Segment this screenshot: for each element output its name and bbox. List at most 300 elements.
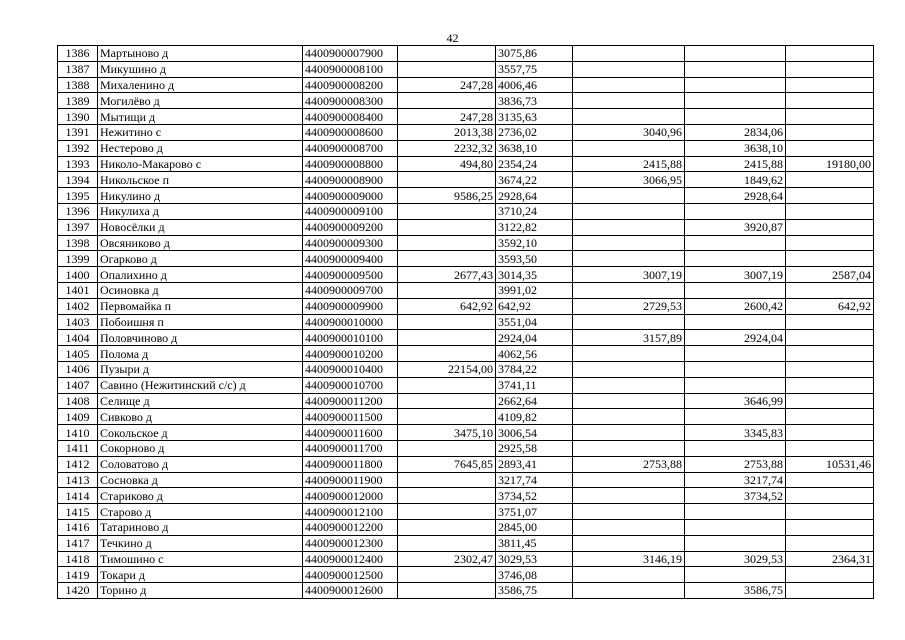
value-cell-1 — [398, 93, 496, 109]
settlement-code-cell: 4400900011500 — [303, 409, 398, 425]
value-cell-4 — [685, 409, 786, 425]
table-row — [58, 361, 874, 377]
settlement-name-cell: Соловатово д — [98, 456, 303, 472]
value-cell-3 — [573, 282, 685, 298]
value-cell-3 — [573, 93, 685, 109]
value-cell-2: 3557,75 — [496, 61, 573, 77]
value-cell-3 — [573, 472, 685, 488]
value-cell-5 — [786, 377, 874, 393]
value-cell-2: 642,92 — [496, 298, 573, 314]
settlement-code-cell: 4400900012300 — [303, 535, 398, 551]
value-cell-3 — [573, 203, 685, 219]
value-cell-4 — [685, 61, 786, 77]
value-cell-5: 10531,46 — [786, 456, 874, 472]
value-cell-2: 2354,24 — [496, 156, 573, 172]
settlement-name-cell: Полома д — [98, 346, 303, 362]
value-cell-3 — [573, 188, 685, 204]
value-cell-5 — [786, 330, 874, 346]
value-cell-5 — [786, 188, 874, 204]
value-cell-4 — [685, 504, 786, 520]
row-number-cell: 1413 — [58, 472, 98, 488]
value-cell-2: 3734,52 — [496, 488, 573, 504]
value-cell-3 — [573, 361, 685, 377]
table-row — [58, 124, 874, 140]
value-cell-3 — [573, 504, 685, 520]
row-number-cell: 1404 — [58, 330, 98, 346]
settlement-code-cell: 4400900012500 — [303, 567, 398, 583]
settlement-name-cell: Половчиново д — [98, 330, 303, 346]
table-row — [58, 535, 874, 551]
value-cell-3 — [573, 567, 685, 583]
settlement-code-cell: 4400900012600 — [303, 583, 398, 599]
settlement-code-cell: 4400900008400 — [303, 109, 398, 125]
value-cell-1: 642,92 — [398, 298, 496, 314]
value-cell-5 — [786, 124, 874, 140]
value-cell-5 — [786, 251, 874, 267]
value-cell-1 — [398, 330, 496, 346]
value-cell-5 — [786, 583, 874, 599]
value-cell-2: 2845,00 — [496, 519, 573, 535]
value-cell-1 — [398, 46, 496, 62]
value-cell-1 — [398, 235, 496, 251]
row-number-cell: 1418 — [58, 551, 98, 567]
row-number-cell: 1415 — [58, 504, 98, 520]
settlement-name-cell: Могилёво д — [98, 93, 303, 109]
value-cell-4 — [685, 46, 786, 62]
data-table — [57, 45, 874, 599]
settlement-name-cell: Побоишня п — [98, 314, 303, 330]
settlement-code-cell: 4400900011600 — [303, 425, 398, 441]
settlement-name-cell: Пузыри д — [98, 361, 303, 377]
value-cell-1 — [398, 472, 496, 488]
settlement-name-cell: Первомайка п — [98, 298, 303, 314]
value-cell-2: 3674,22 — [496, 172, 573, 188]
table-row — [58, 109, 874, 125]
table-body — [58, 46, 874, 599]
settlement-name-cell: Мытищи д — [98, 109, 303, 125]
value-cell-4 — [685, 109, 786, 125]
value-cell-3 — [573, 535, 685, 551]
table-row — [58, 330, 874, 346]
settlement-code-cell: 4400900009400 — [303, 251, 398, 267]
value-cell-5 — [786, 109, 874, 125]
settlement-code-cell: 4400900007900 — [303, 46, 398, 62]
value-cell-5 — [786, 203, 874, 219]
settlement-code-cell: 4400900012200 — [303, 519, 398, 535]
settlement-code-cell: 4400900011900 — [303, 472, 398, 488]
table-row — [58, 77, 874, 93]
page-number: 42 — [446, 31, 459, 45]
row-number-cell: 1395 — [58, 188, 98, 204]
row-number-cell: 1412 — [58, 456, 98, 472]
table-row — [58, 46, 874, 62]
settlement-code-cell: 4400900010400 — [303, 361, 398, 377]
value-cell-1: 2013,38 — [398, 124, 496, 140]
table-row — [58, 267, 874, 283]
table-row — [58, 346, 874, 362]
value-cell-2: 2893,41 — [496, 456, 573, 472]
settlement-code-cell: 4400900008200 — [303, 77, 398, 93]
value-cell-2: 3710,24 — [496, 203, 573, 219]
value-cell-5 — [786, 519, 874, 535]
settlement-code-cell: 4400900010000 — [303, 314, 398, 330]
value-cell-3 — [573, 140, 685, 156]
settlement-name-cell: Нежитино с — [98, 124, 303, 140]
value-cell-1: 494,80 — [398, 156, 496, 172]
value-cell-2: 3751,07 — [496, 504, 573, 520]
value-cell-5 — [786, 393, 874, 409]
value-cell-5 — [786, 535, 874, 551]
settlement-code-cell: 4400900011700 — [303, 440, 398, 456]
settlement-name-cell: Токари д — [98, 567, 303, 583]
settlement-code-cell: 4400900012000 — [303, 488, 398, 504]
row-number-cell: 1400 — [58, 267, 98, 283]
settlement-name-cell: Осиновка д — [98, 282, 303, 298]
value-cell-1 — [398, 440, 496, 456]
settlement-code-cell: 4400900009700 — [303, 282, 398, 298]
value-cell-1: 247,28 — [398, 109, 496, 125]
value-cell-5 — [786, 488, 874, 504]
value-cell-3 — [573, 251, 685, 267]
value-cell-4 — [685, 346, 786, 362]
value-cell-2: 3586,75 — [496, 583, 573, 599]
row-number-cell: 1405 — [58, 346, 98, 362]
row-number-cell: 1410 — [58, 425, 98, 441]
value-cell-3 — [573, 61, 685, 77]
value-cell-1 — [398, 219, 496, 235]
settlement-name-cell: Никулино д — [98, 188, 303, 204]
row-number-cell: 1408 — [58, 393, 98, 409]
value-cell-3 — [573, 409, 685, 425]
table-row — [58, 251, 874, 267]
value-cell-5 — [786, 282, 874, 298]
settlement-code-cell: 4400900009500 — [303, 267, 398, 283]
row-number-cell: 1416 — [58, 519, 98, 535]
value-cell-1: 247,28 — [398, 77, 496, 93]
value-cell-1 — [398, 583, 496, 599]
table-row — [58, 425, 874, 441]
value-cell-3 — [573, 488, 685, 504]
table-row — [58, 551, 874, 567]
value-cell-1: 9586,25 — [398, 188, 496, 204]
value-cell-2: 3811,45 — [496, 535, 573, 551]
value-cell-4 — [685, 519, 786, 535]
settlement-code-cell: 4400900009000 — [303, 188, 398, 204]
value-cell-4 — [685, 77, 786, 93]
value-cell-1 — [398, 504, 496, 520]
settlement-name-cell: Нестерово д — [98, 140, 303, 156]
settlement-name-cell: Николо-Макарово с — [98, 156, 303, 172]
row-number-cell: 1390 — [58, 109, 98, 125]
row-number-cell: 1387 — [58, 61, 98, 77]
table-row — [58, 409, 874, 425]
settlement-name-cell: Сивково д — [98, 409, 303, 425]
value-cell-1 — [398, 203, 496, 219]
value-cell-3 — [573, 346, 685, 362]
value-cell-1 — [398, 519, 496, 535]
value-cell-4 — [685, 361, 786, 377]
table-row — [58, 61, 874, 77]
value-cell-3 — [573, 219, 685, 235]
settlement-name-cell: Микушино д — [98, 61, 303, 77]
value-cell-1 — [398, 567, 496, 583]
row-number-cell: 1392 — [58, 140, 98, 156]
value-cell-4 — [685, 377, 786, 393]
settlement-name-cell: Сокольское д — [98, 425, 303, 441]
value-cell-5 — [786, 140, 874, 156]
value-cell-1 — [398, 251, 496, 267]
value-cell-2: 2736,02 — [496, 124, 573, 140]
settlement-name-cell: Тимошино с — [98, 551, 303, 567]
table-row — [58, 440, 874, 456]
settlement-name-cell: Селище д — [98, 393, 303, 409]
row-number-cell: 1419 — [58, 567, 98, 583]
value-cell-3 — [573, 314, 685, 330]
settlement-code-cell: 4400900009900 — [303, 298, 398, 314]
table-row — [58, 583, 874, 599]
settlement-code-cell: 4400900008100 — [303, 61, 398, 77]
settlement-name-cell: Стариково д — [98, 488, 303, 504]
settlement-name-cell: Сосновка д — [98, 472, 303, 488]
settlement-name-cell: Опалихино д — [98, 267, 303, 283]
value-cell-4: 3920,87 — [685, 219, 786, 235]
table-row — [58, 456, 874, 472]
table-row — [58, 172, 874, 188]
value-cell-5 — [786, 567, 874, 583]
value-cell-1 — [398, 393, 496, 409]
table-row — [58, 377, 874, 393]
settlement-code-cell: 4400900010200 — [303, 346, 398, 362]
value-cell-4: 3586,75 — [685, 583, 786, 599]
row-number-cell: 1393 — [58, 156, 98, 172]
row-number-cell: 1402 — [58, 298, 98, 314]
settlement-code-cell: 4400900012100 — [303, 504, 398, 520]
value-cell-4: 2415,88 — [685, 156, 786, 172]
value-cell-5 — [786, 46, 874, 62]
value-cell-5 — [786, 440, 874, 456]
table-row — [58, 93, 874, 109]
value-cell-2: 3122,82 — [496, 219, 573, 235]
value-cell-1 — [398, 535, 496, 551]
value-cell-2: 3593,50 — [496, 251, 573, 267]
value-cell-3 — [573, 425, 685, 441]
value-cell-3 — [573, 440, 685, 456]
row-number-cell: 1406 — [58, 361, 98, 377]
settlement-code-cell: 4400900012400 — [303, 551, 398, 567]
value-cell-1: 22154,00 — [398, 361, 496, 377]
value-cell-3 — [573, 393, 685, 409]
value-cell-5 — [786, 425, 874, 441]
value-cell-3: 2415,88 — [573, 156, 685, 172]
value-cell-5 — [786, 409, 874, 425]
value-cell-5: 2364,31 — [786, 551, 874, 567]
value-cell-4: 2928,64 — [685, 188, 786, 204]
value-cell-4 — [685, 567, 786, 583]
value-cell-3 — [573, 109, 685, 125]
table-row — [58, 504, 874, 520]
value-cell-4 — [685, 282, 786, 298]
table-row — [58, 393, 874, 409]
value-cell-3: 3146,19 — [573, 551, 685, 567]
value-cell-1 — [398, 488, 496, 504]
value-cell-4: 2834,06 — [685, 124, 786, 140]
value-cell-2: 4062,56 — [496, 346, 573, 362]
settlement-code-cell: 4400900009100 — [303, 203, 398, 219]
value-cell-5 — [786, 61, 874, 77]
value-cell-1 — [398, 409, 496, 425]
value-cell-4 — [685, 235, 786, 251]
table-row — [58, 282, 874, 298]
value-cell-2: 3135,63 — [496, 109, 573, 125]
settlement-name-cell: Сокорново д — [98, 440, 303, 456]
value-cell-4 — [685, 203, 786, 219]
value-cell-1 — [398, 377, 496, 393]
value-cell-5: 19180,00 — [786, 156, 874, 172]
value-cell-3: 2753,88 — [573, 456, 685, 472]
row-number-cell: 1417 — [58, 535, 98, 551]
row-number-cell: 1388 — [58, 77, 98, 93]
row-number-cell: 1420 — [58, 583, 98, 599]
value-cell-3 — [573, 377, 685, 393]
value-cell-3: 2729,53 — [573, 298, 685, 314]
value-cell-4: 3007,19 — [685, 267, 786, 283]
value-cell-4: 1849,62 — [685, 172, 786, 188]
value-cell-2: 4109,82 — [496, 409, 573, 425]
row-number-cell: 1401 — [58, 282, 98, 298]
row-number-cell: 1399 — [58, 251, 98, 267]
table-row — [58, 156, 874, 172]
table-row — [58, 314, 874, 330]
value-cell-4: 3734,52 — [685, 488, 786, 504]
row-number-cell: 1394 — [58, 172, 98, 188]
row-number-cell: 1386 — [58, 46, 98, 62]
value-cell-1 — [398, 282, 496, 298]
row-number-cell: 1409 — [58, 409, 98, 425]
value-cell-1 — [398, 172, 496, 188]
value-cell-4 — [685, 440, 786, 456]
value-cell-3: 3040,96 — [573, 124, 685, 140]
value-cell-2: 2925,58 — [496, 440, 573, 456]
value-cell-2: 2662,64 — [496, 393, 573, 409]
value-cell-4: 3217,74 — [685, 472, 786, 488]
settlement-name-cell: Овсяниково д — [98, 235, 303, 251]
value-cell-2: 3014,35 — [496, 267, 573, 283]
value-cell-4: 2600,42 — [685, 298, 786, 314]
value-cell-2: 2928,64 — [496, 188, 573, 204]
value-cell-4: 2924,04 — [685, 330, 786, 346]
value-cell-3 — [573, 46, 685, 62]
row-number-cell: 1397 — [58, 219, 98, 235]
value-cell-5 — [786, 172, 874, 188]
table-row — [58, 298, 874, 314]
table-row — [58, 203, 874, 219]
settlement-code-cell: 4400900011200 — [303, 393, 398, 409]
value-cell-1: 2302,47 — [398, 551, 496, 567]
table-row — [58, 140, 874, 156]
value-cell-2: 3075,86 — [496, 46, 573, 62]
value-cell-3 — [573, 583, 685, 599]
settlement-name-cell: Никольское п — [98, 172, 303, 188]
value-cell-1: 3475,10 — [398, 425, 496, 441]
value-cell-4: 3638,10 — [685, 140, 786, 156]
row-number-cell: 1403 — [58, 314, 98, 330]
settlement-code-cell: 4400900008700 — [303, 140, 398, 156]
value-cell-2: 3836,73 — [496, 93, 573, 109]
value-cell-2: 3741,11 — [496, 377, 573, 393]
settlement-code-cell: 4400900011800 — [303, 456, 398, 472]
settlement-code-cell: 4400900008300 — [303, 93, 398, 109]
value-cell-4 — [685, 93, 786, 109]
value-cell-4: 3646,99 — [685, 393, 786, 409]
value-cell-2: 3217,74 — [496, 472, 573, 488]
settlement-code-cell: 4400900008800 — [303, 156, 398, 172]
settlement-code-cell: 4400900009300 — [303, 235, 398, 251]
value-cell-5 — [786, 77, 874, 93]
row-number-cell: 1391 — [58, 124, 98, 140]
value-cell-4 — [685, 251, 786, 267]
settlement-code-cell: 4400900008600 — [303, 124, 398, 140]
value-cell-2: 3638,10 — [496, 140, 573, 156]
table-row — [58, 519, 874, 535]
value-cell-5 — [786, 314, 874, 330]
settlement-name-cell: Мартыново д — [98, 46, 303, 62]
value-cell-1: 2232,32 — [398, 140, 496, 156]
table-row — [58, 219, 874, 235]
settlement-name-cell: Татариново д — [98, 519, 303, 535]
settlement-code-cell: 4400900008900 — [303, 172, 398, 188]
value-cell-5: 2587,04 — [786, 267, 874, 283]
row-number-cell: 1407 — [58, 377, 98, 393]
row-number-cell: 1396 — [58, 203, 98, 219]
value-cell-1 — [398, 314, 496, 330]
value-cell-5: 642,92 — [786, 298, 874, 314]
value-cell-3: 3066,95 — [573, 172, 685, 188]
value-cell-3: 3157,89 — [573, 330, 685, 346]
value-cell-5 — [786, 93, 874, 109]
value-cell-2: 3991,02 — [496, 282, 573, 298]
value-cell-2: 3006,54 — [496, 425, 573, 441]
value-cell-4: 3029,53 — [685, 551, 786, 567]
table-row — [58, 488, 874, 504]
value-cell-2: 3551,04 — [496, 314, 573, 330]
value-cell-2: 3592,10 — [496, 235, 573, 251]
value-cell-5 — [786, 346, 874, 362]
settlement-name-cell: Течкино д — [98, 535, 303, 551]
value-cell-1: 2677,43 — [398, 267, 496, 283]
settlement-code-cell: 4400900010100 — [303, 330, 398, 346]
table-row — [58, 472, 874, 488]
row-number-cell: 1398 — [58, 235, 98, 251]
settlement-name-cell: Никулиха д — [98, 203, 303, 219]
value-cell-3: 3007,19 — [573, 267, 685, 283]
settlement-name-cell: Михаленино д — [98, 77, 303, 93]
value-cell-2: 3746,08 — [496, 567, 573, 583]
value-cell-5 — [786, 504, 874, 520]
value-cell-5 — [786, 361, 874, 377]
value-cell-4: 2753,88 — [685, 456, 786, 472]
settlement-code-cell: 4400900009200 — [303, 219, 398, 235]
settlement-name-cell: Новосёлки д — [98, 219, 303, 235]
value-cell-2: 4006,46 — [496, 77, 573, 93]
value-cell-1 — [398, 346, 496, 362]
value-cell-2: 3784,22 — [496, 361, 573, 377]
value-cell-4 — [685, 314, 786, 330]
settlement-name-cell: Торино д — [98, 583, 303, 599]
value-cell-1 — [398, 61, 496, 77]
value-cell-4 — [685, 535, 786, 551]
value-cell-5 — [786, 235, 874, 251]
value-cell-2: 2924,04 — [496, 330, 573, 346]
